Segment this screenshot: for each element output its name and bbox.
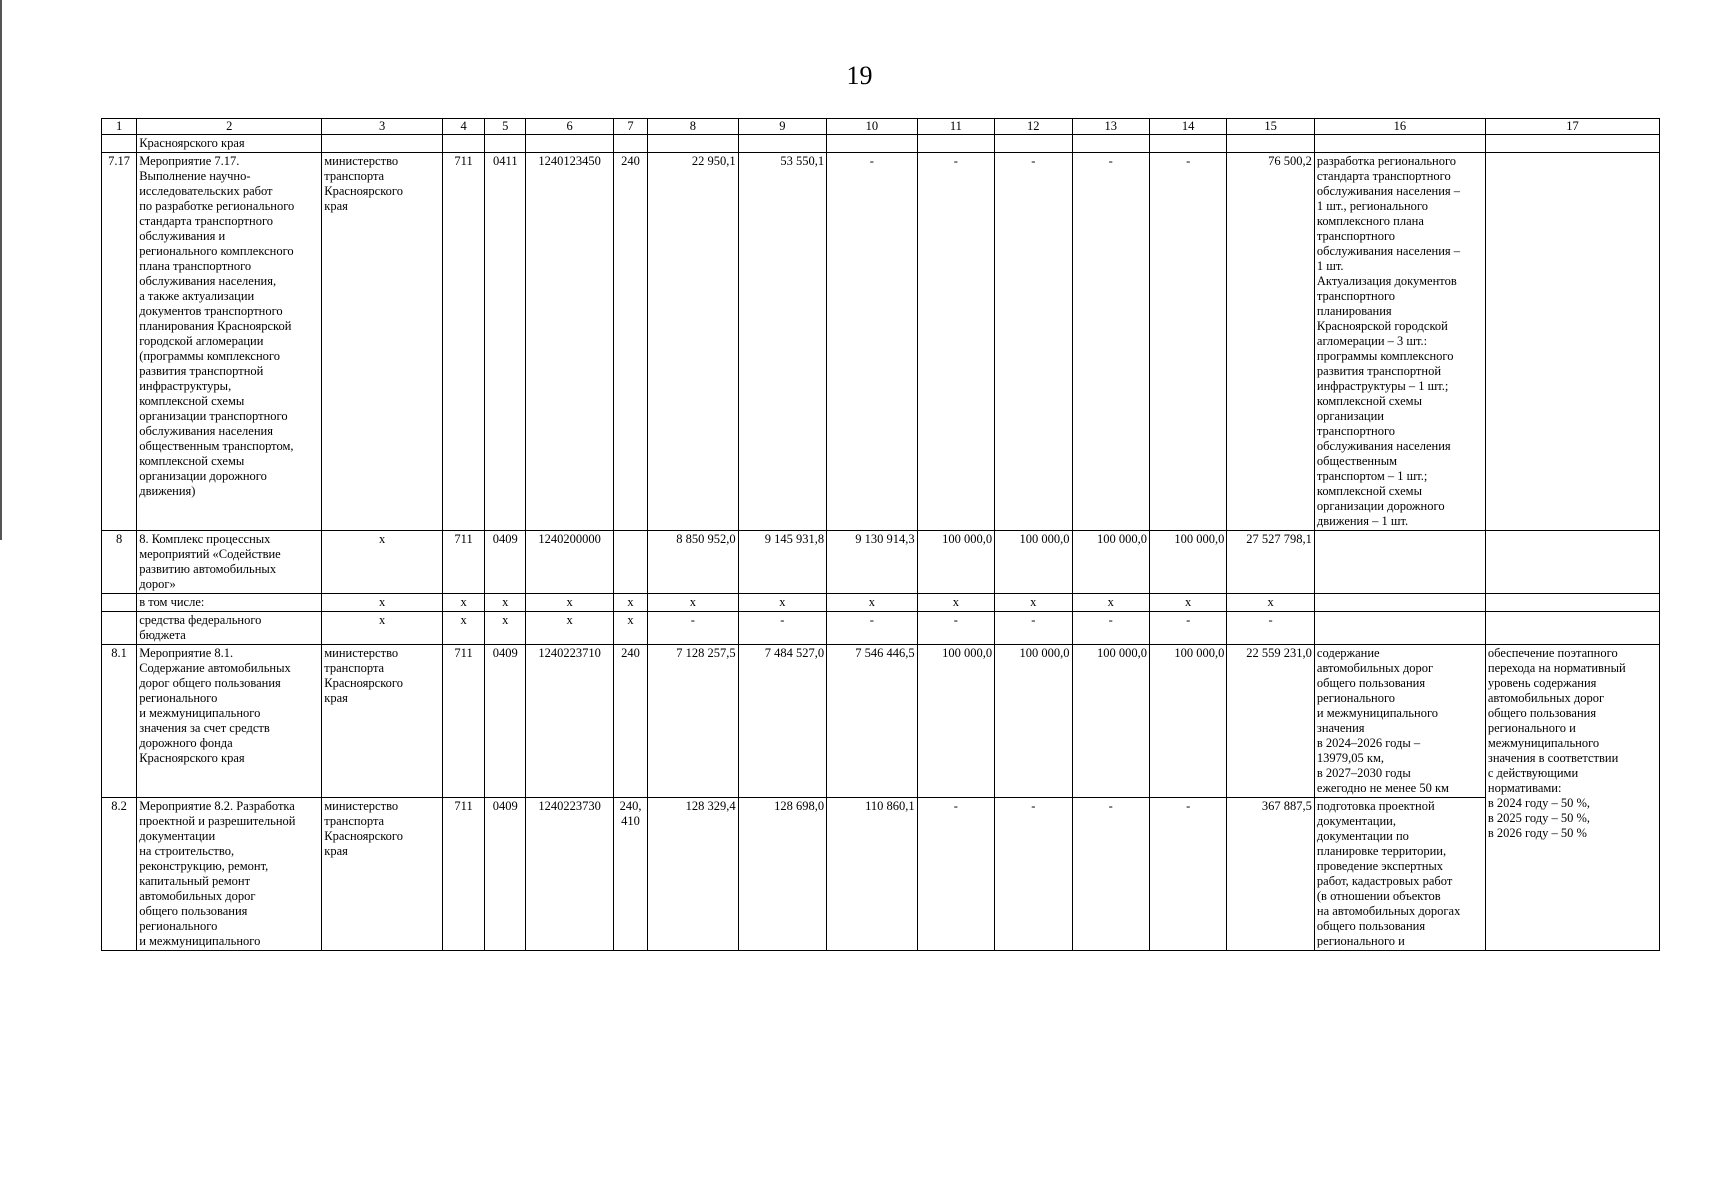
cell-number (102, 135, 137, 153)
cell-total: 27 527 798,1 (1227, 531, 1315, 594)
cell-amount: 100 000,0 (1149, 645, 1226, 798)
table-row (102, 135, 1660, 153)
cell-amount: 100 000,0 (1149, 531, 1226, 594)
column-number: 3 (322, 119, 443, 135)
cell-amount: - (995, 612, 1072, 645)
cell-name: Мероприятие 8.1. Содержание автомобильных дорог общего пользования регионального и межмуниципального значения за счет средств дорожного фонда Красноярского края (137, 645, 322, 798)
cell-amount: 100 000,0 (917, 645, 994, 798)
cell-amount: - (995, 153, 1072, 531)
cell-code: 0409 (485, 798, 526, 951)
cell-amount: - (827, 153, 918, 531)
cell-amount: x (917, 594, 994, 612)
cell-code: x (526, 612, 614, 645)
cell-executor: x (322, 531, 443, 594)
column-number: 8 (648, 119, 739, 135)
cell-amount: 100 000,0 (995, 531, 1072, 594)
cell-indicator (1485, 153, 1659, 531)
column-number: 9 (738, 119, 827, 135)
cell-amount (917, 135, 994, 153)
cell-code: 240 (613, 153, 647, 531)
cell-result (1314, 594, 1485, 612)
cell-amount: 7 546 446,5 (827, 645, 918, 798)
cell-code: 240 (613, 645, 647, 798)
cell-indicator (1485, 594, 1659, 612)
column-number: 11 (917, 119, 994, 135)
cell-code: x (442, 612, 484, 645)
cell-executor: министерство транспорта Красноярского края (322, 798, 443, 951)
table-row (102, 645, 1660, 798)
cell-executor: министерство транспорта Красноярского края (322, 645, 443, 798)
column-number: 12 (995, 119, 1072, 135)
cell-code: 0409 (485, 645, 526, 798)
page-number: 19 (846, 61, 873, 90)
cell-code: 1240223710 (526, 645, 614, 798)
cell-amount: - (648, 612, 739, 645)
cell-amount (648, 135, 739, 153)
cell-amount (1072, 135, 1149, 153)
cell-number (102, 594, 137, 612)
cell-total: x (1227, 594, 1315, 612)
cell-amount: - (1149, 153, 1226, 531)
cell-amount: 7 484 527,0 (738, 645, 827, 798)
cell-amount (738, 135, 827, 153)
cell-code: 1240223730 (526, 798, 614, 951)
cell-amount: x (827, 594, 918, 612)
cell-code: 711 (442, 153, 484, 531)
cell-code (613, 135, 647, 153)
cell-code: 240, 410 (613, 798, 647, 951)
cell-amount: x (648, 594, 739, 612)
column-number: 14 (1149, 119, 1226, 135)
cell-amount: - (917, 153, 994, 531)
cell-amount: 8 850 952,0 (648, 531, 739, 594)
cell-name: Мероприятие 8.2. Разработка проектной и разрешительной документации на строительство, реконструкцию, ремонт, капитальный ремонт автомобильных дорог общего пользования регионального и межмуниципального (137, 798, 322, 951)
cell-amount: - (995, 798, 1072, 951)
cell-amount (1149, 135, 1226, 153)
cell-amount (827, 135, 918, 153)
cell-total: 76 500,2 (1227, 153, 1315, 531)
cell-number (102, 612, 137, 645)
cell-executor: x (322, 612, 443, 645)
cell-amount: x (738, 594, 827, 612)
cell-number: 8.1 (102, 645, 137, 798)
cell-amount: - (738, 612, 827, 645)
cell-code (485, 135, 526, 153)
cell-amount: - (917, 612, 994, 645)
table-body (102, 119, 1660, 951)
cell-code: x (613, 612, 647, 645)
cell-amount (995, 135, 1072, 153)
table-row (102, 594, 1660, 612)
table-row (102, 798, 1660, 951)
cell-name: Красноярского края (137, 135, 322, 153)
cell-executor (322, 135, 443, 153)
cell-indicator (1485, 135, 1659, 153)
cell-code: 1240123450 (526, 153, 614, 531)
cell-amount: 53 550,1 (738, 153, 827, 531)
cell-result (1314, 531, 1485, 594)
cell-code: 0409 (485, 531, 526, 594)
cell-amount: 9 130 914,3 (827, 531, 918, 594)
cell-result: подготовка проектной документации, документации по планировке территории, проведение экспертных работ, кадастровых работ (в отношении объектов на автомобильных дорогах общего пользования регионального и (1314, 798, 1485, 951)
column-number: 2 (137, 119, 322, 135)
cell-name: в том числе: (137, 594, 322, 612)
cell-code: 711 (442, 531, 484, 594)
column-number: 16 (1314, 119, 1485, 135)
cell-amount: 7 128 257,5 (648, 645, 739, 798)
cell-code: 1240200000 (526, 531, 614, 594)
cell-number: 8 (102, 531, 137, 594)
cell-amount: 22 950,1 (648, 153, 739, 531)
table-row (102, 153, 1660, 531)
cell-amount: x (1072, 594, 1149, 612)
cell-amount: 100 000,0 (995, 645, 1072, 798)
cell-name: средства федерального бюджета (137, 612, 322, 645)
column-number: 15 (1227, 119, 1315, 135)
program-measures-table (101, 118, 1660, 951)
cell-total: - (1227, 612, 1315, 645)
cell-amount: - (917, 798, 994, 951)
column-number: 17 (1485, 119, 1659, 135)
cell-code: x (485, 612, 526, 645)
cell-amount: 128 698,0 (738, 798, 827, 951)
cell-amount: 100 000,0 (1072, 531, 1149, 594)
cell-code (613, 531, 647, 594)
cell-code (442, 135, 484, 153)
cell-amount: - (827, 612, 918, 645)
cell-amount: x (1149, 594, 1226, 612)
cell-code (526, 135, 614, 153)
column-number: 4 (442, 119, 484, 135)
cell-amount: 9 145 931,8 (738, 531, 827, 594)
cell-number: 8.2 (102, 798, 137, 951)
cell-code: x (485, 594, 526, 612)
cell-executor: x (322, 594, 443, 612)
cell-amount: x (995, 594, 1072, 612)
table-row (102, 531, 1660, 594)
cell-amount: - (1072, 612, 1149, 645)
cell-result: содержание автомобильных дорог общего пользования регионального и межмуниципального значения в 2024–2026 годы – 13979,05 км, в 2027–2030 годы ежегодно не менее 50 км (1314, 645, 1485, 798)
cell-amount: - (1072, 798, 1149, 951)
cell-amount: 100 000,0 (917, 531, 994, 594)
cell-code: 711 (442, 645, 484, 798)
cell-amount: - (1149, 612, 1226, 645)
cell-total: 22 559 231,0 (1227, 645, 1315, 798)
column-number: 1 (102, 119, 137, 135)
column-number: 5 (485, 119, 526, 135)
cell-amount: 110 860,1 (827, 798, 918, 951)
cell-code: x (442, 594, 484, 612)
column-number: 6 (526, 119, 614, 135)
cell-code: x (526, 594, 614, 612)
cell-name: Мероприятие 7.17. Выполнение научно- исследовательских работ по разработке регионального стандарта транспортного обслуживания и регионального комплексного плана транспортного обслуживания населения, а также актуализации документов транспортного планирования Красноярской городской агломерации (программы комплексного развития транспортной инфраструктуры, комплексной схемы организации транспортного обслуживания населения общественным транспортом, комплексной схемы организации дорожного движения) (137, 153, 322, 531)
cell-code: 0411 (485, 153, 526, 531)
table-row (102, 612, 1660, 645)
cell-amount: 128 329,4 (648, 798, 739, 951)
cell-executor: министерство транспорта Красноярского края (322, 153, 443, 531)
cell-number: 7.17 (102, 153, 137, 531)
cell-amount: - (1072, 153, 1149, 531)
cell-amount: - (1149, 798, 1226, 951)
cell-code: 711 (442, 798, 484, 951)
cell-indicator (1485, 531, 1659, 594)
cell-indicator (1485, 612, 1659, 645)
cell-total (1227, 135, 1315, 153)
cell-result (1314, 135, 1485, 153)
column-number-row (102, 119, 1660, 135)
cell-name: 8. Комплекс процессных мероприятий «Содействие развитию автомобильных дорог» (137, 531, 322, 594)
cell-result: разработка регионального стандарта транспортного обслуживания населения – 1 шт., регионального комплексного плана транспортного обслуживания населения – 1 шт. Актуализация документов транспортного планирования Красноярской городской агломерации – 3 шт.: программы комплексного развития транспортной инфраструктуры – 1 шт.; комплексной схемы организации транспортного обслуживания населения общественным транспортом – 1 шт.; комплексной схемы организации дорожного движения – 1 шт. (1314, 153, 1485, 531)
cell-amount: 100 000,0 (1072, 645, 1149, 798)
column-number: 13 (1072, 119, 1149, 135)
cell-total: 367 887,5 (1227, 798, 1315, 951)
column-number: 10 (827, 119, 918, 135)
cell-result (1314, 612, 1485, 645)
cell-code: x (613, 594, 647, 612)
cell-indicator: обеспечение поэтапного перехода на нормативный уровень содержания автомобильных дорог общего пользования регионального и межмуниципального значения в соответствии с действующими нормативами: в 2024 году – 50 %, в 2025 году – 50 %, в 2026 году – 50 % (1485, 645, 1659, 951)
column-number: 7 (613, 119, 647, 135)
